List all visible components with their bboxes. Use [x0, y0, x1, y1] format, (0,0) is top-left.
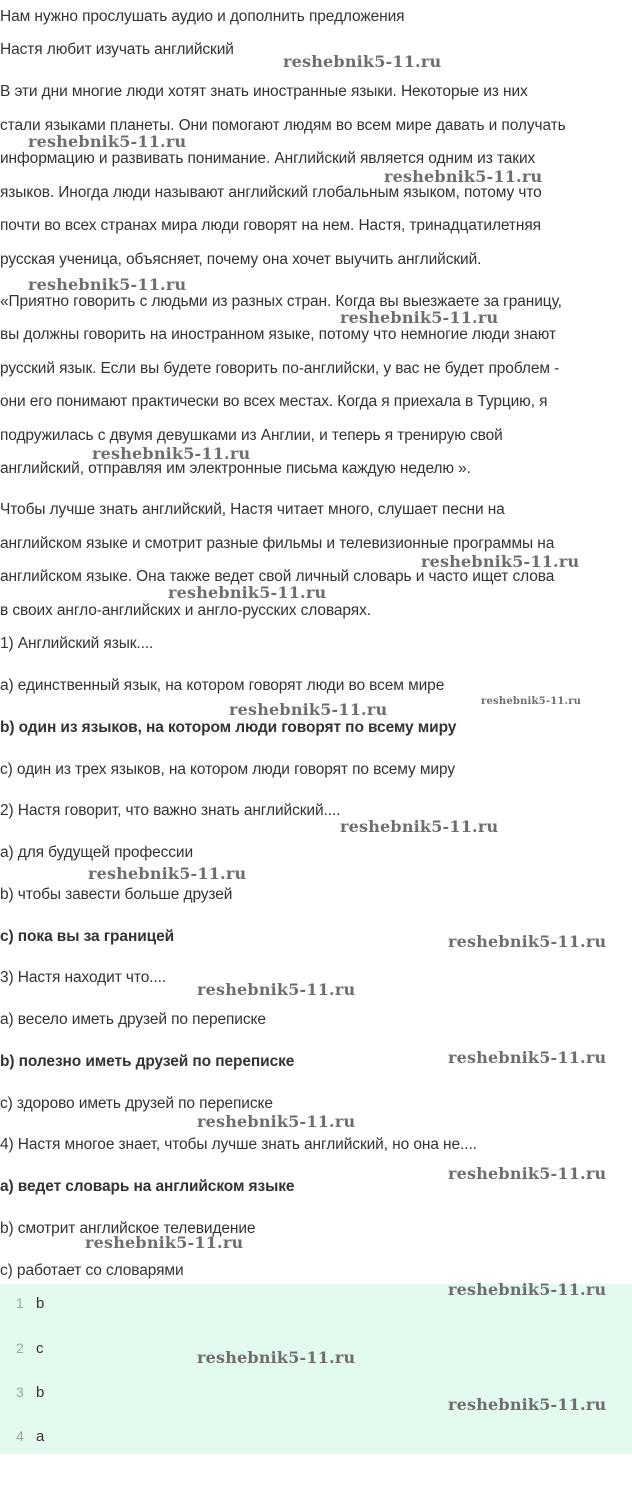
- answer-number: 3: [16, 1384, 24, 1400]
- text-line: они его понимают практически во всех местах. Когда я приехала в Турцию, я: [0, 393, 548, 410]
- answer-value: c: [36, 1340, 44, 1357]
- option-correct: a) ведет словарь на английском языке: [0, 1178, 295, 1195]
- watermark: reshebnik5-11.ru: [448, 1048, 607, 1067]
- watermark: reshebnik5-11.ru: [92, 444, 251, 463]
- watermark: reshebnik5-11.ru: [28, 275, 187, 294]
- option: b) чтобы завести больше друзей: [0, 886, 233, 903]
- watermark: reshebnik5-11.ru: [481, 696, 582, 707]
- question-3: 3) Настя находит что....: [0, 969, 167, 986]
- answer-number: 1: [16, 1295, 24, 1311]
- option-correct: b) полезно иметь друзей по переписке: [0, 1053, 295, 1070]
- watermark: reshebnik5-11.ru: [340, 817, 499, 836]
- option: b) смотрит английское телевидение: [0, 1220, 256, 1237]
- watermark: reshebnik5-11.ru: [340, 308, 499, 327]
- option-correct: b) один из языков, на котором люди говорят по всему миру: [0, 719, 457, 736]
- watermark: reshebnik5-11.ru: [283, 52, 442, 71]
- intro-line: Нам нужно прослушать аудио и дополнить предложения: [0, 8, 405, 25]
- text-line: английском языке и смотрит разные фильмы и телевизионные программы на: [0, 535, 555, 552]
- answer-number: 4: [16, 1428, 24, 1444]
- answer-item: [16, 1339, 44, 1358]
- text-line: в своих англо-английских и англо-русских словарях.: [0, 602, 371, 619]
- question-4: 4) Настя многое знает, чтобы лучше знать английский, но она не....: [0, 1136, 477, 1153]
- text-line: почти во всех странах мира люди говорят на нем. Настя, тринадцатилетняя: [0, 217, 541, 234]
- text-line: русский язык. Если вы будете говорить по-английски, у вас не будет проблем -: [0, 360, 560, 377]
- text-line: подружилась с двумя девушками из Англии, и теперь я тренирую свой: [0, 427, 503, 444]
- watermark: reshebnik5-11.ru: [197, 1348, 356, 1367]
- watermark: reshebnik5-11.ru: [85, 1233, 244, 1252]
- question-1: 1) Английский язык....: [0, 635, 154, 652]
- text-line: английском языке. Она также ведет свой личный словарь и часто ищет слова: [0, 568, 555, 585]
- answer-value: b: [36, 1295, 45, 1312]
- answers-block: [0, 1284, 632, 1454]
- watermark: reshebnik5-11.ru: [197, 980, 356, 999]
- watermark: reshebnik5-11.ru: [448, 1280, 607, 1299]
- option: a) для будущей профессии: [0, 844, 194, 861]
- answer-item: [16, 1383, 44, 1402]
- question-2: 2) Настя говорит, что важно знать английский....: [0, 802, 341, 819]
- watermark: reshebnik5-11.ru: [168, 583, 327, 602]
- watermark: reshebnik5-11.ru: [197, 1112, 356, 1131]
- watermark: reshebnik5-11.ru: [448, 932, 607, 951]
- watermark: reshebnik5-11.ru: [448, 1395, 607, 1414]
- watermark: reshebnik5-11.ru: [421, 552, 580, 571]
- watermark: reshebnik5-11.ru: [28, 132, 187, 151]
- option: a) единственный язык, на котором говорят люди во всем мире: [0, 677, 445, 694]
- option: c) работает со словарями: [0, 1262, 184, 1279]
- text-line: языков. Иногда люди называют английский глобальным языком, потому что: [0, 184, 542, 201]
- answer-item: [16, 1294, 44, 1313]
- option: c) один из трех языков, на котором люди говорят по всему миру: [0, 761, 455, 778]
- text-line: В эти дни многие люди хотят знать иностранные языки. Некоторые из них: [0, 83, 528, 100]
- text-line: «Приятно говорить с людьми из разных стран. Когда вы выезжаете за границу,: [0, 293, 562, 310]
- text-line: английский, отправляя им электронные письма каждую неделю ».: [0, 460, 471, 477]
- text-line: Чтобы лучше знать английский, Настя читает много, слушает песни на: [0, 501, 505, 518]
- answer-item: [16, 1427, 44, 1446]
- text-line: стали языками планеты. Они помогают людям во всем мире давать и получать: [0, 117, 566, 134]
- answer-value: b: [36, 1384, 45, 1401]
- text-line: информацию и развивать понимание. Английский является одним из таких: [0, 150, 536, 167]
- text-line: русская ученица, объясняет, почему она хочет выучить английский.: [0, 251, 482, 268]
- option-correct: c) пока вы за границей: [0, 928, 175, 945]
- watermark: reshebnik5-11.ru: [88, 864, 247, 883]
- answer-value: a: [36, 1428, 45, 1445]
- option: a) весело иметь друзей по переписке: [0, 1011, 266, 1028]
- watermark: reshebnik5-11.ru: [229, 700, 388, 719]
- option: c) здорово иметь друзей по переписке: [0, 1095, 273, 1112]
- watermark: reshebnik5-11.ru: [384, 167, 543, 186]
- text-title: Настя любит изучать английский: [0, 41, 234, 58]
- watermark: reshebnik5-11.ru: [448, 1164, 607, 1183]
- text-line: вы должны говорить на иностранном языке, потому что немногие люди знают: [0, 326, 556, 343]
- answer-number: 2: [16, 1340, 24, 1356]
